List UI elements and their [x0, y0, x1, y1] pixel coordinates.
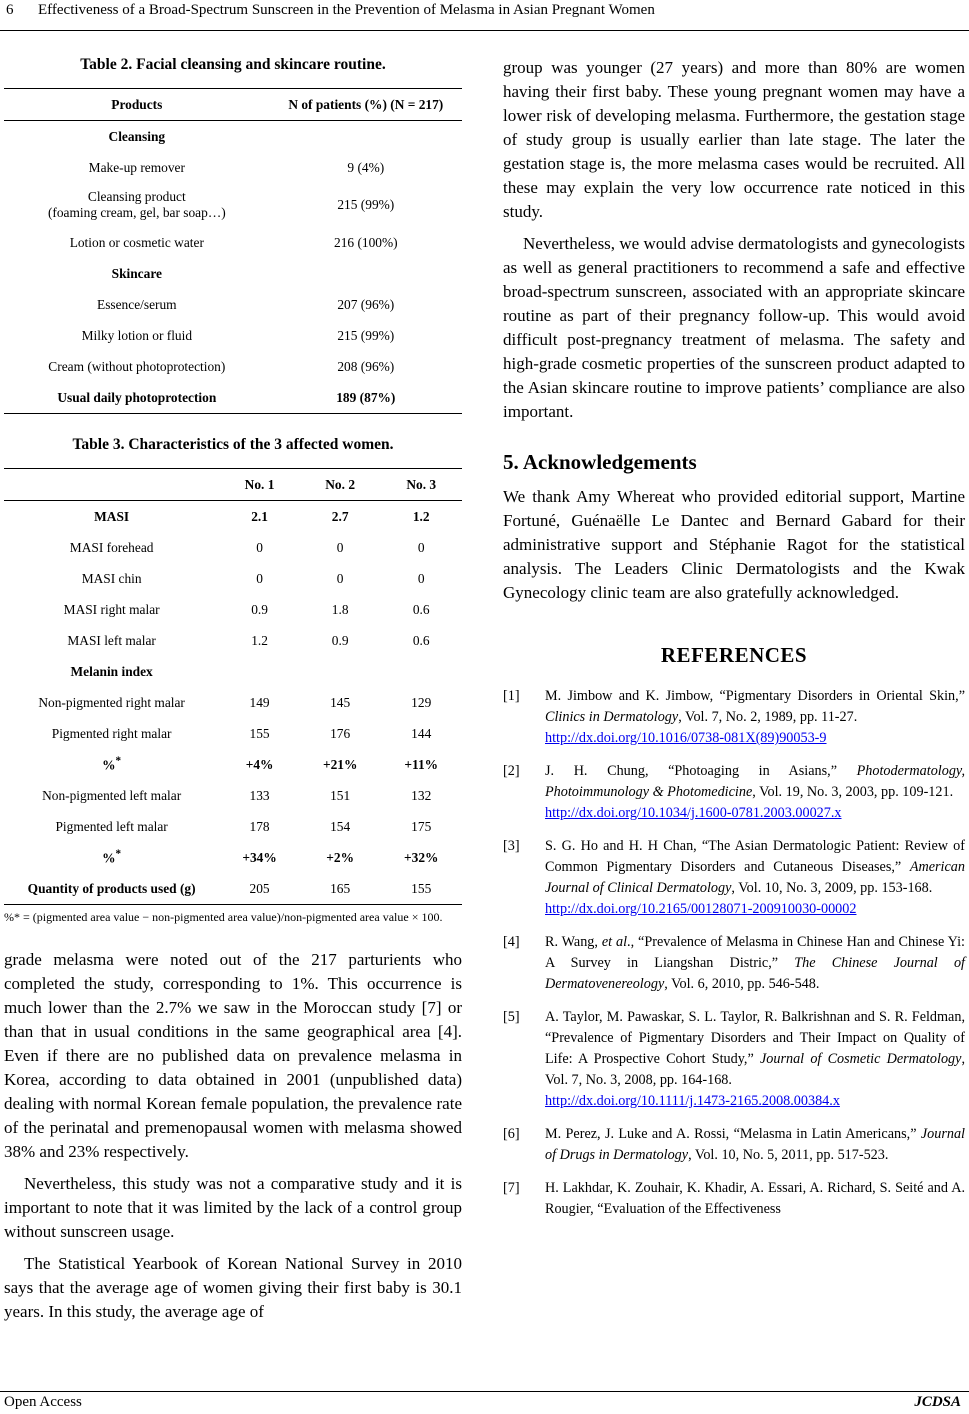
reference-text: , Vol. 10, No. 3, 2009, pp. 153-168.: [731, 880, 933, 896]
table-cell: 0: [336, 539, 344, 555]
cell-line: (foaming cream, gel, bar soap…): [47, 205, 226, 220]
section-heading: 5. Acknowledgements: [503, 450, 697, 474]
table-cell: [219, 656, 300, 687]
reference-journal: Photodermatology, Photoimmunology & Photomedicine: [545, 763, 965, 800]
reference-text: A. Taylor, M. Pawaskar, S. L. Taylor, R. Balkrishnan and S. R. Feldman, “Prevalence of Pigmentary Disorders and Their Impact on Quality of Life: A Prospective Cohort Study,”: [545, 1009, 965, 1067]
reference-item: [503, 1178, 965, 1220]
table-cell: 165: [300, 873, 381, 905]
table-cell: 215 (99%): [337, 327, 395, 343]
table-cell: [380, 656, 462, 687]
reference-text: M. Jimbow and K. Jimbow, “Pigmentary Disorders in Oriental Skin,”: [545, 688, 965, 704]
table-cell: 155: [249, 725, 270, 741]
table-cell: [300, 656, 381, 687]
footnote-marker: *: [115, 848, 122, 861]
table-cell: 208 (96%): [337, 358, 395, 374]
table-cell: 0.6: [412, 632, 430, 648]
table-cell: 149: [249, 694, 270, 710]
table-row: [4, 532, 462, 563]
table-cell: 215 (99%): [337, 197, 395, 212]
reference-number: [6]: [503, 1126, 520, 1142]
page-number: 6: [6, 2, 14, 18]
table-row: [4, 780, 462, 811]
reference-journal: The Chinese Journal of Dermatovenereology: [545, 955, 965, 992]
table2-caption: Table 2. Facial cleansing and skincare routine.: [80, 56, 386, 73]
table-cell: Cream (without photoprotection): [48, 358, 226, 374]
table-cell: 0.9: [331, 632, 349, 648]
reference-journal: Journal of Cosmetic Dermatology: [759, 1051, 962, 1067]
table-cell: 133: [249, 787, 270, 803]
reference-text: , Vol. 19, No. 3, 2003, pp. 109-121.: [752, 784, 954, 800]
table-row: [4, 227, 462, 258]
reference-text: R. Wang,: [545, 934, 602, 950]
reference-text: , Vol. 6, 2010, pp. 546-548.: [664, 976, 820, 992]
table-cell: Pigmented left malar: [55, 818, 168, 834]
table3-col-3: No. 3: [380, 469, 462, 501]
table3-header-row: [4, 469, 462, 501]
reference-journal: American Journal of Clinical Dermatology: [545, 859, 965, 896]
table-cell: Make-up remover: [88, 159, 185, 175]
reference-text: , Vol. 7, No. 2, 1989, pp. 11-27.: [678, 709, 858, 725]
footer-open-access: Open Access: [4, 1394, 82, 1410]
body-paragraph: The Statistical Yearbook of Korean National Survey in 2010 says that the average age of women giving their first baby is 30.1 years. In this study, the average age of: [4, 1254, 462, 1321]
table-cell: 175: [411, 818, 432, 834]
page-header: [0, 0, 969, 31]
references-heading: REFERENCES: [660, 643, 808, 667]
reference-link[interactable]: http://dx.doi.org/10.1111/j.1473-2165.2008.00384.x: [545, 1093, 840, 1109]
reference-text: S. G. Ho and H. H Chan, “The Asian Dermatologic Patient: Review of Common Pigmentary Disorders and Cutaneous Diseases,”: [545, 838, 965, 875]
table-cell: MASI: [94, 508, 130, 524]
table3-col-2: No. 2: [300, 469, 381, 501]
table2-col-n: N of patients (%) (N = 217): [270, 89, 462, 121]
table-cell: +32%: [404, 849, 439, 865]
reference-journal: Journal of Drugs in Dermatology: [545, 1126, 965, 1163]
table-cell: +34%: [242, 849, 277, 865]
reference-text: , Vol. 7, No. 3, 2008, pp. 164-168.: [545, 1051, 965, 1088]
footer-journal: JCDSA: [914, 1394, 961, 1410]
table-cell: +11%: [404, 756, 439, 772]
reference-etal: et al: [601, 934, 628, 950]
table-cell: 176: [330, 725, 351, 741]
table-cell: Skincare: [111, 265, 162, 281]
table-cell: 145: [330, 694, 351, 710]
table-cell: 154: [330, 818, 351, 834]
table-row: [4, 183, 462, 227]
table-cell: 0.9: [251, 601, 268, 617]
table-cell: Lotion or cosmetic water: [69, 234, 204, 250]
table-cell: 0: [256, 539, 263, 555]
table-cell: +2%: [326, 849, 355, 865]
reference-text: M. Perez, J. Luke and A. Rossi, “Melasma in Latin Americans,”: [545, 1126, 921, 1142]
table3-footnote: %* = (pigmented area value − non-pigmented area value)/non-pigmented area value × 100.: [4, 910, 443, 924]
table-row: [4, 687, 462, 718]
table-cell: Essence/serum: [97, 296, 177, 312]
table3-col-1: No. 1: [219, 469, 300, 501]
table-row: [4, 563, 462, 594]
table-row: [4, 749, 462, 780]
reference-item: [503, 932, 965, 995]
table-cell: [4, 183, 270, 227]
body-paragraph: We thank Amy Whereat who provided editorial support, Martine Fortuné, Guénaëlle Le Dantec and Bernard Gabard for their administrative support and Stéphanie Ragot for the statistical analysis. The Leaders Clinic Dermatologists and the Kwak Gynecology clinic team are also gratefully acknowledged.: [503, 487, 965, 602]
table-cell: 144: [411, 725, 432, 741]
table-cell: Melanin index: [70, 663, 153, 679]
table-row: [4, 718, 462, 749]
cell-line: Cleansing product: [87, 189, 186, 204]
table-cell: Cleansing: [108, 128, 166, 144]
table-cell: 178: [249, 818, 270, 834]
table-row: [4, 289, 462, 320]
table-row: [4, 320, 462, 351]
reference-journal: Clinics in Dermatology: [545, 709, 679, 725]
running-title: Effectiveness of a Broad-Spectrum Sunscreen in the Prevention of Melasma in Asian Pregnant Women: [38, 2, 655, 18]
reference-number: [4]: [503, 934, 520, 950]
table2-header-row: [4, 89, 462, 121]
reference-number: [5]: [503, 1009, 520, 1025]
table-cell: [270, 121, 462, 153]
table-cell: +4%: [245, 756, 274, 772]
table-cell: 2.1: [251, 508, 268, 524]
table-cell: 216 (100%): [334, 234, 398, 250]
reference-number: [7]: [503, 1180, 520, 1196]
table-cell: 0: [417, 539, 425, 555]
reference-item: [503, 1124, 965, 1166]
table-cell: 155: [380, 873, 462, 905]
table-cell: 9 (4%): [347, 159, 385, 175]
reference-link[interactable]: http://dx.doi.org/10.2165/00128071-200910030-00002: [545, 901, 857, 917]
table-cell: Non-pigmented left malar: [42, 787, 182, 803]
table-cell: MASI forehead: [69, 539, 154, 555]
table-row: [4, 811, 462, 842]
table-row: [4, 873, 462, 905]
reference-item: [503, 686, 965, 749]
table2: [4, 88, 462, 414]
table-cell: Pigmented right malar: [51, 725, 172, 741]
table-row: [4, 152, 462, 183]
table-row: [4, 258, 462, 289]
table-cell: Quantity of products used (g): [4, 873, 219, 905]
reference-link[interactable]: http://dx.doi.org/10.1016/0738-081X(89)90053-9: [545, 730, 827, 746]
body-paragraph: Nevertheless, this study was not a comparative study and it is important to note that it was limited by the lack of a control group without sunscreen usage.: [4, 1174, 462, 1241]
reference-item: [503, 836, 965, 920]
table-cell: 1.2: [251, 632, 268, 648]
reference-number: [1]: [503, 688, 520, 704]
table-row: [4, 842, 462, 873]
references-list: [503, 686, 965, 1220]
table-cell: 189 (87%): [270, 382, 462, 414]
reference-text: H. Lakhdar, K. Zouhair, K. Khadir, A. Essari, A. Richard, S. Seité and A. Rougier, “Evaluation of the Effectiveness: [545, 1180, 965, 1217]
table-cell: 1.2: [412, 508, 430, 524]
table-row: [4, 594, 462, 625]
table3: [4, 468, 462, 905]
table-row: [4, 501, 462, 533]
body-paragraph: group was younger (27 years) and more than 80% are women having their first baby. These young pregnant women may have a lower risk of developing melasma. Furthermore, the gestation stage of study group is usually earlier than late stage. The later the gestation stage is, the more melasma cases would be recruited. All these may explain the very low occurrence rate noticed in this study.: [503, 58, 965, 221]
reference-text: , Vol. 10, No. 5, 2011, pp. 517-523.: [688, 1147, 889, 1163]
reference-text: J. H. Chung, “Photoaging in Asians,”: [545, 763, 857, 779]
table-row: [4, 656, 462, 687]
table-cell: Non-pigmented right malar: [38, 694, 185, 710]
table3-caption: Table 3. Characteristics of the 3 affected women.: [72, 436, 394, 453]
table-row: [4, 351, 462, 382]
table-cell: MASI chin: [81, 570, 142, 586]
table-cell: Milky lotion or fluid: [81, 327, 193, 343]
reference-number: [3]: [503, 838, 520, 854]
table-cell: 0: [336, 570, 344, 586]
table-cell: +21%: [322, 756, 358, 772]
reference-item: [503, 761, 965, 824]
reference-link[interactable]: http://dx.doi.org/10.1034/j.1600-0781.2003.00027.x: [545, 805, 842, 821]
reference-item: [503, 1007, 965, 1112]
table-cell: %*: [102, 848, 122, 866]
table-cell: [270, 258, 462, 289]
right-column: [503, 56, 965, 1232]
table-row: [4, 382, 462, 414]
left-column: [4, 48, 462, 1324]
footnote-marker: *: [115, 755, 122, 768]
reference-text: ., “Prevalence of Melasma in Chinese Han and Chinese Yi: A Survey in Liangshan Distric,”: [545, 934, 965, 971]
table-cell: 151: [330, 787, 351, 803]
body-paragraph: grade melasma were noted out of the 217 parturients who completed the study, corresponding to 1%. This occurrence is much lower than the 2.7% we saw in the Moroccan study [7] or than that in usual conditions in the same geographical area [4]. Even if there are no published data on prevalence melasma in Korea, according to data obtained in 2001 (unpublished data) dealing with normal Korean female population, the prevalence rate of the perinatal and premenopausal women with melasma showed 38% and 23% respectively.: [4, 950, 462, 1161]
table-cell: 132: [411, 787, 432, 803]
table2-col-products: Products: [4, 89, 270, 121]
body-paragraph: Nevertheless, we would advise dermatologists and gynecologists as well as general practitioners to recommend a safe and effective broad-spectrum sunscreen, associated with an appropriate skincare routine as part of their pregnancy follow-up. This would avoid difficult post-pregnancy treatment of melasma. The safety and high-grade cosmetic properties of the sunscreen product adapted to the Asian skincare routine to improve patients’ compliance are also important.: [503, 234, 965, 421]
table-cell: 207 (96%): [337, 296, 395, 312]
reference-number: [2]: [503, 763, 520, 779]
table-row: [4, 121, 462, 153]
table-cell: 1.8: [331, 601, 349, 617]
table-cell: MASI right malar: [63, 601, 160, 617]
table-cell: 129: [411, 694, 432, 710]
table-cell: 2.7: [331, 508, 349, 524]
table-cell: 205: [219, 873, 300, 905]
table-cell: %*: [102, 755, 122, 773]
table-cell: MASI left malar: [67, 632, 156, 648]
table-cell: 0.6: [412, 601, 430, 617]
table3-col-label: [4, 469, 219, 501]
table-cell: Usual daily photoprotection: [4, 382, 270, 414]
page-footer: [0, 1391, 969, 1414]
table-cell: 0: [256, 570, 263, 586]
table-row: [4, 625, 462, 656]
table-cell: 0: [417, 570, 425, 586]
